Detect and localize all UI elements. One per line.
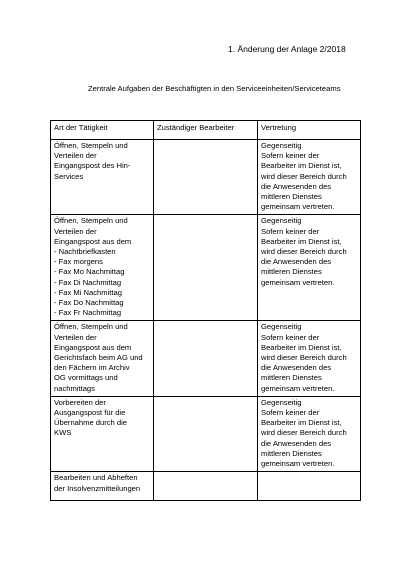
deputy-cell: Gegenseitig Sofern keiner der Bearbeiter im Dienst ist, wird dieser Bereich durch die Anwesenden des mittleren Dienstes gemeinsam vertreten. — [258, 215, 361, 321]
responsible-cell — [154, 472, 258, 501]
responsible-cell — [154, 140, 258, 215]
column-header-deputy: Vertretung — [258, 121, 361, 140]
column-header-task: Art der Tätigkeit — [51, 121, 154, 140]
task-cell: Bearbeiten und Abheften der Insolvenzmitteilungen — [51, 472, 154, 501]
responsible-cell — [154, 396, 258, 471]
deputy-cell: Gegenseitig Sofern keiner der Bearbeiter im Dienst ist, wird dieser Bereich durch die Anwesenden des mittleren Dienstes gemeinsam vertreten. — [258, 321, 361, 396]
task-cell: Öffnen, Stempeln und Verteilen der Eingangspost aus dem - Nachtbriefkasten - Fax morgens - Fax Mo Nachmittag - Fax Di Nachmittag - Fax Mi Nachmittag - Fax Do Nachmittag - Fax Fr Nachmittag — [51, 215, 154, 321]
task-table — [50, 120, 361, 501]
table-row — [51, 215, 361, 321]
deputy-cell: Gegenseitig Sofern keiner der Bearbeiter im Dienst ist, wird dieser Bereich durch die Anwesenden des mittleren Dienstes gemeinsam vertreten. — [258, 140, 361, 215]
task-cell: Öffnen, Stempeln und Verteilen der Eingangspost aus dem Gerichtsfach beim AG und den Fächern im Archiv OG vormittags und nachmittags — [51, 321, 154, 396]
task-cell: Öffnen, Stempeln und Verteilen der Eingangspost des Hin- Services — [51, 140, 154, 215]
amendment-heading: 1. Änderung der Anlage 2/2018 — [228, 44, 346, 54]
table-header-row — [51, 121, 361, 140]
table-row — [51, 140, 361, 215]
table-row — [51, 396, 361, 471]
column-header-responsible: Zuständiger Bearbeiter — [154, 121, 258, 140]
page-subtitle: Zentrale Aufgaben der Beschäftigten in den Serviceeinheiten/Serviceteams — [88, 84, 341, 93]
responsible-cell — [154, 215, 258, 321]
table-row — [51, 321, 361, 396]
table-row — [51, 472, 361, 501]
deputy-cell — [258, 472, 361, 501]
deputy-cell: Gegenseitig Sofern keiner der Bearbeiter im Dienst ist, wird dieser Bereich durch die Anwesenden des mittleren Dienstes gemeinsam vertreten. — [258, 396, 361, 471]
task-cell: Vorbereiten der Ausgangspost für die Übernahme durch die KWS — [51, 396, 154, 471]
responsible-cell — [154, 321, 258, 396]
